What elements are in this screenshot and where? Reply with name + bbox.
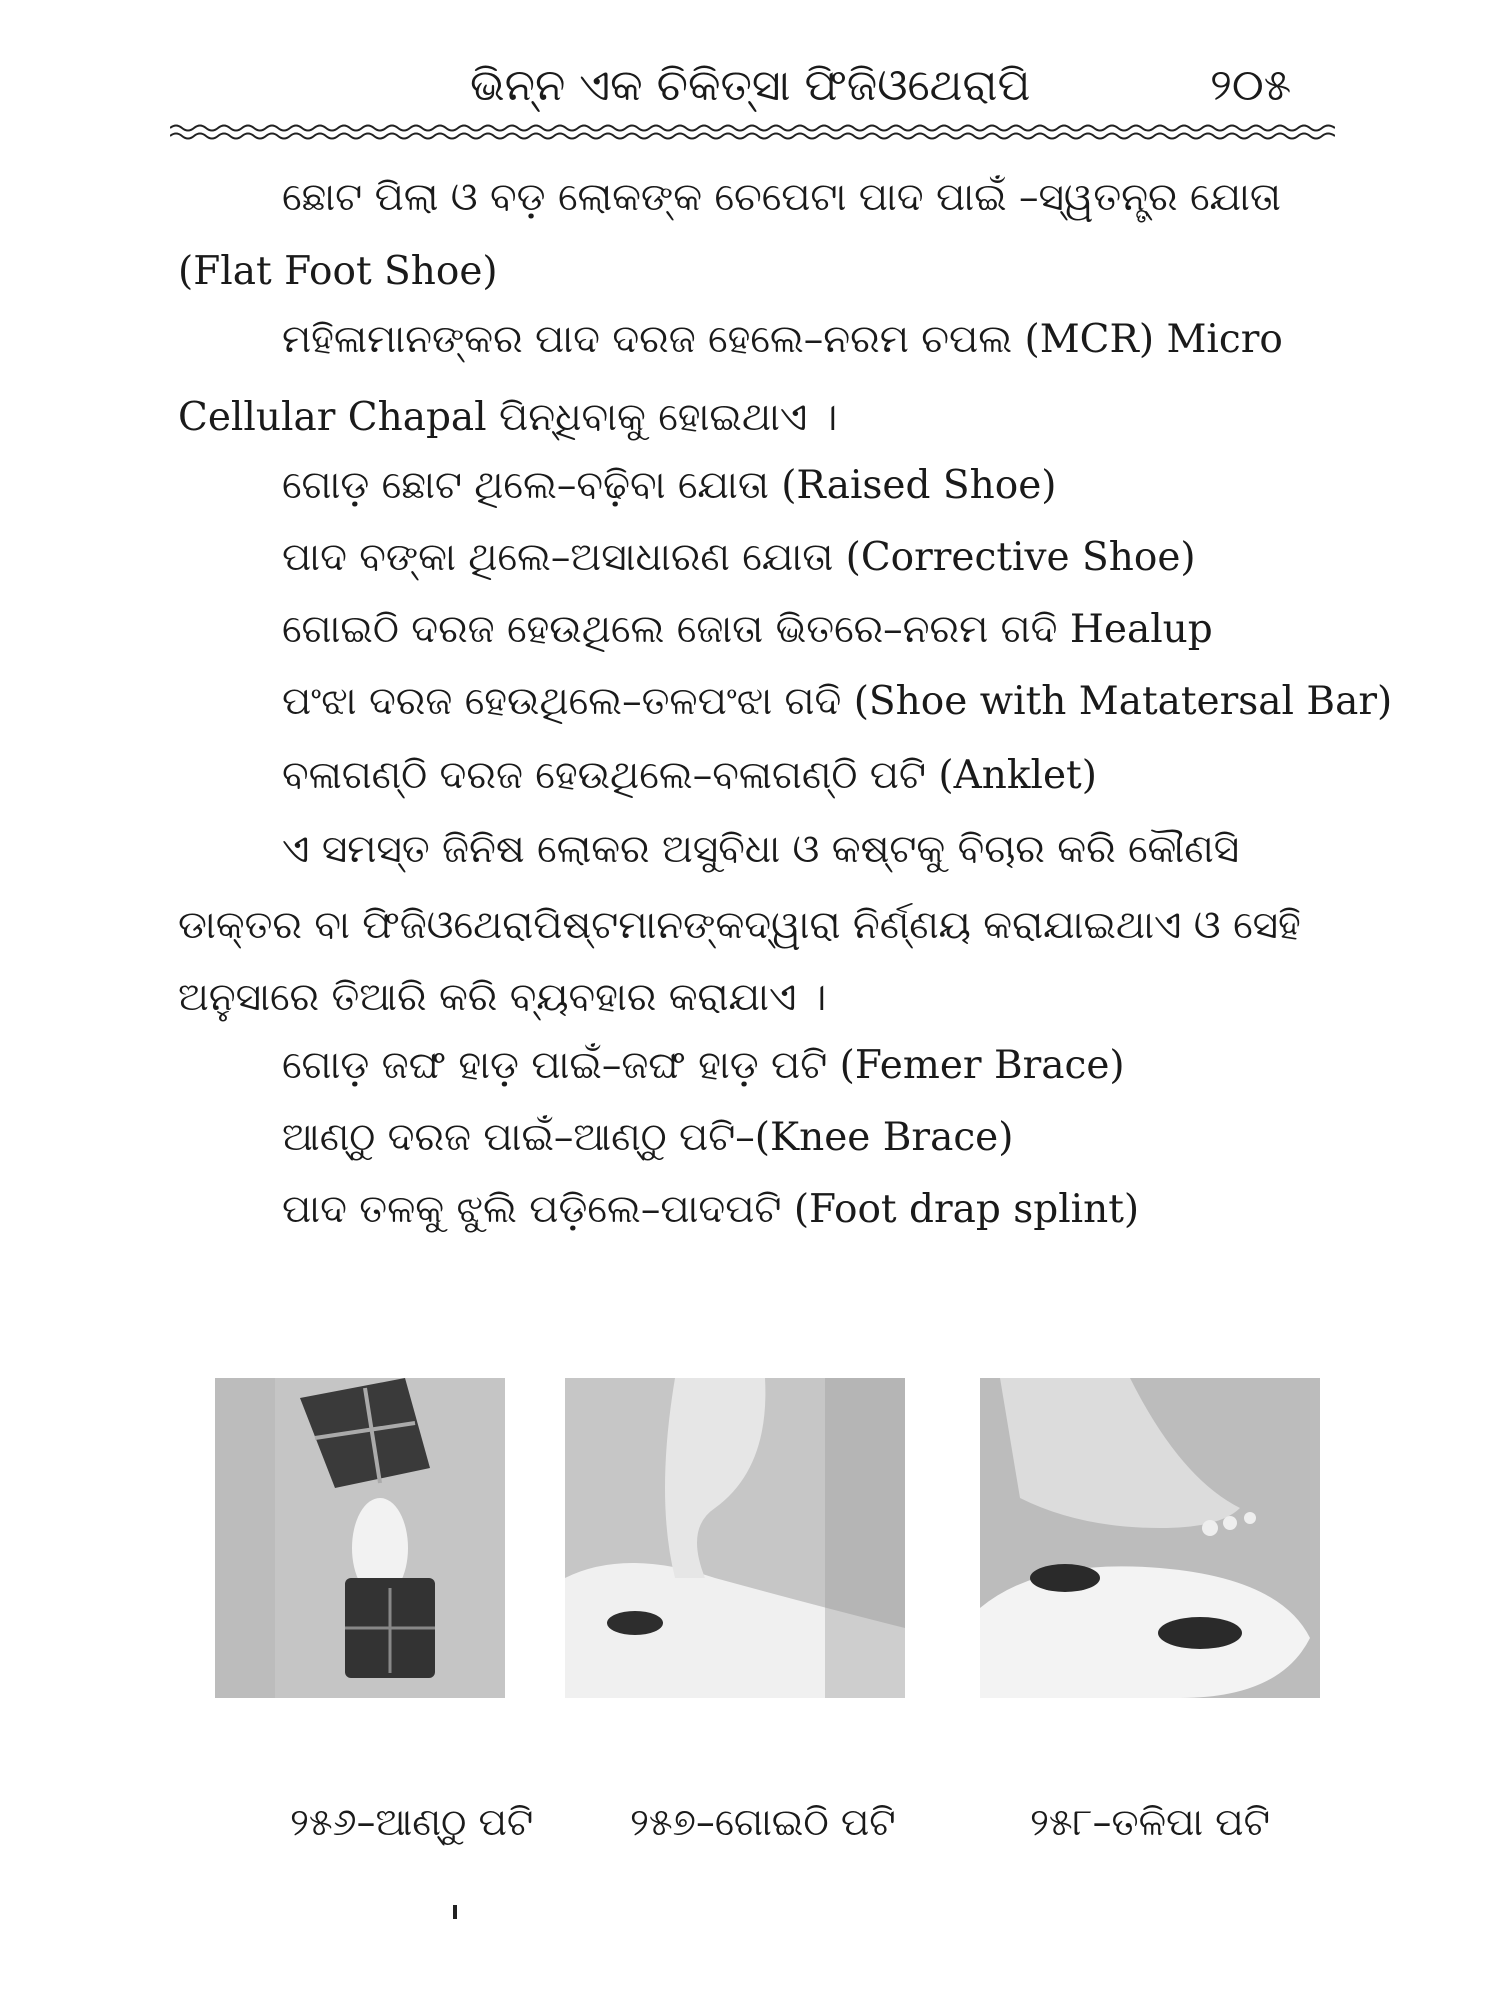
insole-photo (980, 1378, 1320, 1698)
page-number: ୨୦୫ (1210, 60, 1292, 111)
running-title: ଭିନ୍ନ ଏକ ଚିକିତ୍ସା ଫିଜିଓଥେରାପି (470, 60, 1031, 111)
figure-strip (215, 1378, 1320, 1698)
body-line: Cellular Chapal ପିନ୍ଧିବାକୁ ହୋଇଥାଏ । (178, 395, 838, 440)
body-line: ଗୋଡ଼ ଛୋଟ ଥିଲେ–ବଢ଼ିବା ଯୋତା (Raised Shoe) (282, 463, 1057, 508)
body-line: ଗୋଡ଼ ଜଙ୍ଘ ହାଡ଼ ପାଇଁ–ଜଙ୍ଘ ହାଡ଼ ପଟି (Femer Brace) (282, 1043, 1125, 1088)
figure-knee-brace (215, 1378, 505, 1698)
body-line: ଅନୁସାରେ ତିଆରି କରି ବ୍ୟବହାର କରାଯାଏ । (178, 975, 827, 1020)
body-line: ପାଦ ତଳକୁ ଝୁଲି ପଡ଼ିଲେ–ପାଦପଟି (Foot drap splint) (282, 1187, 1140, 1232)
body-line: ଛୋଟ ପିଲା ଓ ବଡ଼ ଲୋକଙ୍କ ଚେପେଟା ପାଦ ପାଇଁ –ସ୍ୱତନ୍ତ୍ର ଯୋତା (282, 175, 1281, 220)
figure-insole (980, 1378, 1320, 1698)
body-line: ଗୋଇଠି ଦରଜ ହେଉଥିଲେ ଜୋତା ଭିତରେ–ନରମ ଗଦି Healup (282, 607, 1213, 652)
print-speck (453, 1905, 457, 1919)
header-wavy-rule (170, 122, 1335, 144)
figure-caption-257: ୨୫୭–ଗୋଇଠି ପଟି (630, 1800, 896, 1844)
figure-heel-pad (565, 1378, 905, 1698)
body-line: ଡାକ୍ତର ବା ଫିଜିଓଥେରାପିଷ୍ଟମାନଙ୍କଦ୍ୱାରା ନିର୍ଣ୍ଣୟ କରାଯାଇଥାଏ ଓ ସେହି (178, 903, 1301, 948)
body-line: ପଂଝା ଦରଜ ହେଉଥିଲେ–ତଳପଂଝା ଗଦି (Shoe with Matatersal Bar) (282, 679, 1393, 724)
figure-caption-258: ୨୫୮–ତଳିପା ପଟି (1030, 1800, 1270, 1844)
knee-brace-photo (215, 1378, 505, 1698)
body-line: ବଳାଗଣ୍ଠି ଦରଜ ହେଉଥିଲେ–ବଳାଗଣ୍ଠି ପଟି (Anklet) (282, 753, 1097, 798)
body-line: ମହିଳାମାନଙ୍କର ପାଦ ଦରଜ ହେଲେ–ନରମ ଚପଲ (MCR) Micro (282, 317, 1283, 362)
heel-pad-photo (565, 1378, 905, 1698)
body-line: ଆଣ୍ଠୁ ଦରଜ ପାଇଁ–ଆଣ୍ଠୁ ପଟି–(Knee Brace) (282, 1115, 1014, 1160)
body-line: (Flat Foot Shoe) (178, 249, 498, 294)
body-line: ଏ ସମସ୍ତ ଜିନିଷ ଲୋକର ଅସୁବିଧା ଓ କଷ୍ଟକୁ ବିଚାର କରି କୌଣସି (282, 827, 1240, 872)
body-line: ପାଦ ବଙ୍କା ଥିଲେ–ଅସାଧାରଣ ଯୋତା (Corrective Shoe) (282, 535, 1196, 580)
figure-caption-256: ୨୫୬–ଆଣ୍ଠୁ ପଟି (290, 1800, 534, 1844)
